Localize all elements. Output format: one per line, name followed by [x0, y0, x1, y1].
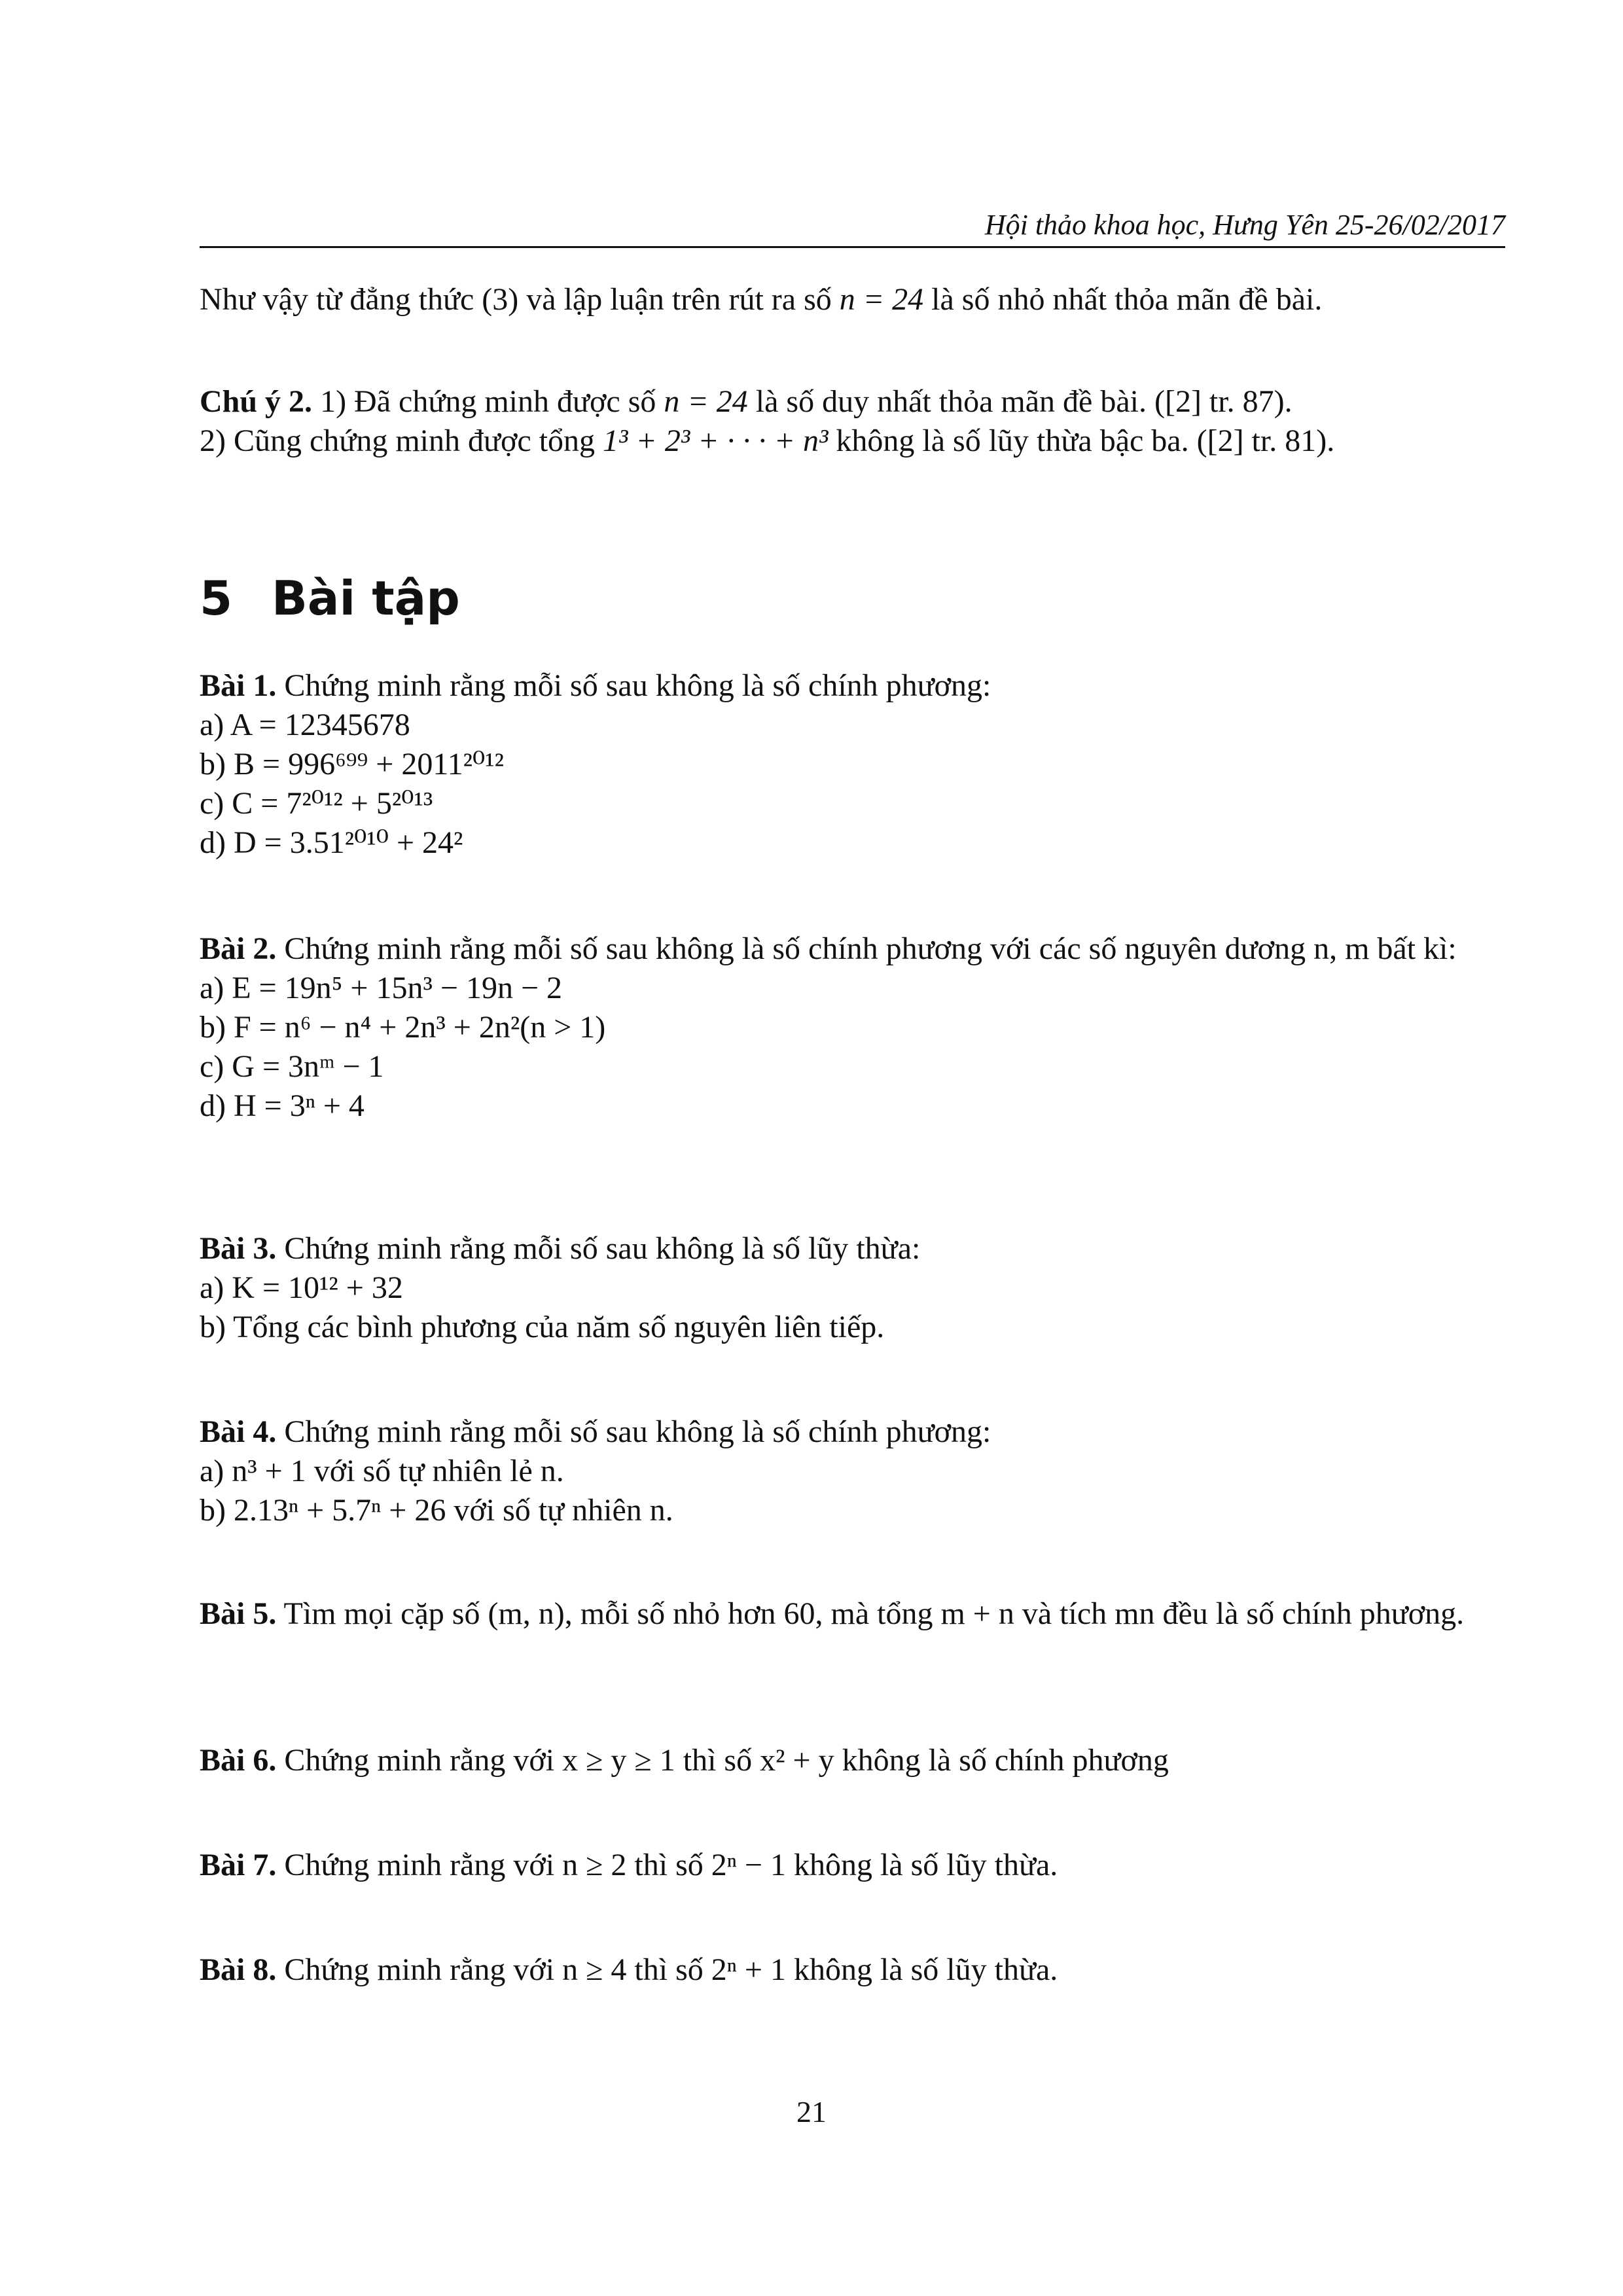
note-line2: 2) Cũng chứng minh được tổng	[200, 423, 603, 458]
exercise-label: Bài 6.	[200, 1743, 277, 1778]
exercise-2	[200, 929, 1505, 1126]
section-number: 5	[200, 571, 233, 626]
intro-math: n = 24	[839, 282, 924, 317]
section-title: Bài tập	[272, 571, 460, 626]
note-label: Chú ý 2.	[200, 384, 313, 419]
exercise-3	[200, 1229, 1505, 1347]
exercise-text: Chứng minh rằng với n ≥ 2 thì số 2ⁿ − 1 không là số lũy thừa.	[276, 1848, 1058, 1882]
exercise-item: b) B = 996⁶⁹⁹ + 2011²⁰¹²	[200, 747, 504, 781]
exercise-6	[200, 1741, 1505, 1780]
exercise-5	[200, 1594, 1505, 1634]
exercise-text: Tìm mọi cặp số (m, n), mỗi số nhỏ hơn 60, mà tổng m + n và tích mn đều là số chính phương.	[276, 1596, 1465, 1631]
intro-text: Như vậy từ đẳng thức (3) và lập luận trên rút ra số	[200, 282, 840, 317]
exercise-8	[200, 1950, 1505, 1990]
exercise-4	[200, 1412, 1505, 1530]
exercise-item: b) F = n⁶ − n⁴ + 2n³ + 2n²(n > 1)	[200, 1010, 606, 1045]
exercise-item: c) G = 3nᵐ − 1	[200, 1049, 384, 1084]
exercise-item: b) Tổng các bình phương của năm số nguyên liên tiếp.	[200, 1310, 885, 1344]
note-line1-end: là số duy nhất thỏa mãn đề bài. ([2] tr. 87).	[747, 384, 1293, 419]
exercise-item: d) D = 3.51²⁰¹⁰ + 24²	[200, 825, 463, 860]
exercise-item: a) K = 10¹² + 32	[200, 1270, 403, 1305]
exercise-text: Chứng minh rằng với n ≥ 4 thì số 2ⁿ + 1 không là số lũy thừa.	[276, 1952, 1058, 1987]
note-line1-math: n = 24	[664, 384, 748, 419]
exercise-text: Chứng minh rằng với x ≥ y ≥ 1 thì số x² + y không là số chính phương	[276, 1743, 1169, 1778]
exercise-item: b) 2.13ⁿ + 5.7ⁿ + 26 với số tự nhiên n.	[200, 1493, 673, 1528]
exercise-label: Bài 3.	[200, 1231, 277, 1266]
intro-text-end: là số nhỏ nhất thỏa mãn đề bài.	[923, 282, 1323, 317]
note-line2-math: 1³ + 2³ + · · · + n³	[603, 423, 829, 458]
running-header: Hội thảo khoa học, Hưng Yên 25-26/02/2017	[984, 209, 1505, 241]
exercise-text: Chứng minh rằng mỗi số sau không là số chính phương:	[276, 668, 991, 703]
exercise-text: Chứng minh rằng mỗi số sau không là số chính phương với các số nguyên dương n, m bất kì:	[276, 931, 1457, 966]
note-line2-end: không là số lũy thừa bậc ba. ([2] tr. 81).	[828, 423, 1335, 458]
section-heading	[200, 571, 460, 626]
exercise-1	[200, 666, 1505, 863]
exercise-text: Chứng minh rằng mỗi số sau không là số chính phương:	[276, 1414, 991, 1449]
exercise-label: Bài 4.	[200, 1414, 277, 1449]
exercise-7	[200, 1846, 1505, 1885]
page-number: 21	[796, 2095, 827, 2128]
exercise-label: Bài 1.	[200, 668, 277, 703]
header-rule	[200, 246, 1505, 248]
note-paragraph	[200, 382, 1505, 461]
exercise-label: Bài 2.	[200, 931, 277, 966]
exercise-item: c) C = 7²⁰¹² + 5²⁰¹³	[200, 786, 433, 821]
exercise-item: a) E = 19n⁵ + 15n³ − 19n − 2	[200, 971, 563, 1005]
exercise-label: Bài 8.	[200, 1952, 277, 1987]
exercise-label: Bài 7.	[200, 1848, 277, 1882]
exercise-label: Bài 5.	[200, 1596, 277, 1631]
exercise-text: Chứng minh rằng mỗi số sau không là số lũy thừa:	[276, 1231, 921, 1266]
exercise-item: a) n³ + 1 với số tự nhiên lẻ n.	[200, 1454, 564, 1488]
exercise-item: d) H = 3ⁿ + 4	[200, 1088, 365, 1123]
exercise-item: a) A = 12345678	[200, 708, 410, 742]
note-line1: 1) Đã chứng minh được số	[312, 384, 664, 419]
intro-paragraph	[200, 280, 1505, 319]
